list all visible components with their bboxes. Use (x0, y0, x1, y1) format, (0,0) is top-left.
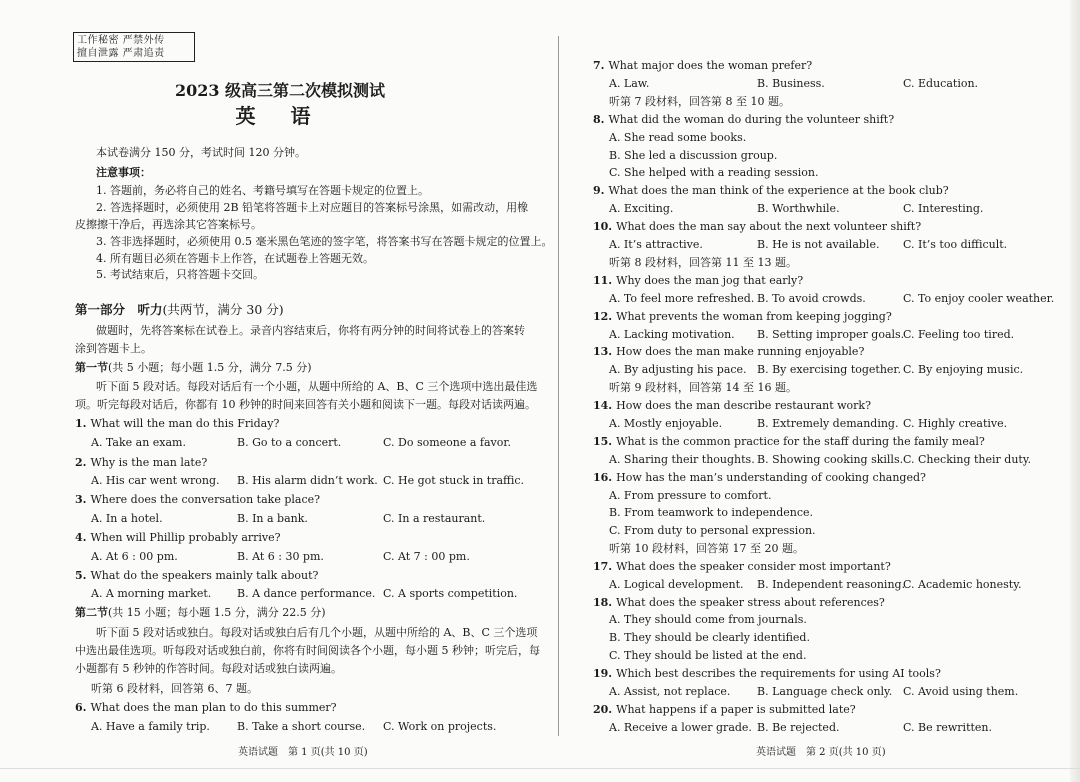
question-19-stem (593, 667, 941, 681)
question-19-option-a: A. Assist, not replace. (609, 685, 731, 698)
question-13-option-c: C. By enjoying music. (903, 363, 1024, 376)
section2-desc-line-3: 小题都有 5 秒钟的作答时间。每段对话或独白读两遍。 (75, 662, 342, 675)
question-18-stem (593, 596, 885, 610)
question-number: 5. (75, 569, 87, 582)
question-6-stem (75, 701, 337, 715)
question-5-option-b: B. A dance performance. (237, 587, 376, 600)
question-13-option-b: B. By exercising together. (757, 363, 901, 376)
question-number: 19. (593, 667, 613, 680)
question-2-option-a: A. His car went wrong. (91, 474, 220, 487)
question-number: 16. (593, 471, 613, 484)
question-number: 15. (593, 435, 613, 448)
question-4-stem (75, 531, 281, 545)
question-17-option-a: A. Logical development. (609, 578, 744, 591)
listen-material-10: 听第 10 段材料，回答第 17 至 20 题。 (609, 542, 804, 555)
listen-material-8: 听第 8 段材料，回答第 11 至 13 题。 (609, 256, 797, 269)
question-5-stem (75, 569, 318, 583)
question-14-option-c: C. Highly creative. (903, 417, 1008, 430)
question-4-option-a: A. At 6 : 00 pm. (91, 550, 178, 563)
part1-heading (75, 303, 284, 317)
question-3-option-c: C. In a restaurant. (383, 512, 486, 525)
question-6-option-c: C. Work on projects. (383, 720, 497, 733)
question-4-option-b: B. At 6 : 30 pm. (237, 550, 324, 563)
question-15-stem (593, 435, 985, 449)
question-14-option-a: A. Mostly enjoyable. (609, 417, 723, 430)
section2-note: (共 15 小题；每小题 1.5 分，满分 22.5 分) (108, 606, 326, 619)
question-16-option-a: A. From pressure to comfort. (609, 489, 772, 502)
question-number: 12. (593, 310, 613, 323)
question-text: How does the man describe restaurant work? (616, 399, 871, 412)
listen-material-6: 听第 6 段材料，回答第 6、7 题。 (91, 682, 258, 695)
question-9-option-c: C. Interesting. (903, 202, 984, 215)
section1-note: (共 5 小题；每小题 1.5 分，满分 7.5 分) (108, 361, 312, 374)
section2-desc-line-2: 中选出最佳选项。听每段对话或独白前，你将有时间阅读各个小题，每小题 5 秒钟；听完后，每 (75, 644, 540, 657)
question-7-option-a: A. Law. (609, 77, 650, 90)
question-5-option-a: A. A morning market. (91, 587, 212, 600)
note-1: 1. 答题前，务必将自己的姓名、考籍号填写在答题卡规定的位置上。 (96, 184, 429, 197)
note-5: 5. 考试结束后，只将答题卡交回。 (96, 268, 264, 281)
section2-title: 第二节 (75, 606, 108, 619)
question-number: 3. (75, 493, 87, 506)
question-2-option-c: C. He got stuck in traffic. (383, 474, 524, 487)
right-page (560, 0, 1080, 782)
question-number: 1. (75, 417, 87, 430)
question-12-option-c: C. Feeling too tired. (903, 328, 1015, 341)
part1-title: 第一部分 听力 (75, 302, 163, 317)
question-text: What does the man say about the next volunteer shift? (616, 220, 922, 233)
question-14-stem (593, 399, 871, 413)
listen-material-7: 听第 7 段材料，回答第 8 至 10 题。 (609, 95, 790, 108)
question-number: 7. (593, 59, 605, 72)
section1-title: 第一节 (75, 361, 108, 374)
page-footer-left: 英语试题 第 1 页(共 10 页) (238, 747, 368, 758)
question-15-option-b: B. Showing cooking skills. (757, 453, 904, 466)
question-text: How does the man make running enjoyable? (616, 345, 865, 358)
question-11-stem (593, 274, 803, 288)
question-text: How has the man’s understanding of cooking changed? (616, 471, 926, 484)
section1-desc-line-1: 听下面 5 段对话。每段对话后有一个小题，从题中所给的 A、B、C 三个选项中选出最佳选 (96, 380, 538, 393)
question-2-option-b: B. His alarm didn’t work. (237, 474, 378, 487)
question-1-option-c: C. Do someone a favor. (383, 436, 511, 449)
note-2-line-2: 皮擦擦干净后，再选涂其它答案标号。 (75, 218, 262, 231)
question-17-option-b: B. Independent reasoning. (757, 578, 906, 591)
question-1-stem (75, 417, 279, 431)
question-9-option-a: A. Exciting. (609, 202, 674, 215)
question-1-option-a: A. Take an exam. (91, 436, 186, 449)
page-footer-right: 英语试题 第 2 页(共 10 页) (756, 747, 886, 758)
question-text: What does the speaker stress about references? (616, 596, 885, 609)
question-11-option-a: A. To feel more refreshed. (609, 292, 755, 305)
question-3-stem (75, 493, 320, 507)
part1-note: (共两节，满分 30 分) (162, 302, 284, 317)
question-10-option-c: C. It’s too difficult. (903, 238, 1008, 251)
stamp-line-2: 擅自泄露 严肃追责 (77, 48, 165, 59)
question-number: 18. (593, 596, 613, 609)
notes-title: 注意事项： (96, 166, 151, 179)
question-15-option-a: A. Sharing their thoughts. (609, 453, 755, 466)
question-16-option-b: B. From teamwork to independence. (609, 506, 814, 519)
question-2-stem (75, 456, 207, 470)
question-17-stem (593, 560, 891, 574)
question-6-option-b: B. Take a short course. (237, 720, 366, 733)
question-text: What happens if a paper is submitted late? (616, 703, 856, 716)
question-19-option-b: B. Language check only. (757, 685, 893, 698)
question-11-option-b: B. To avoid crowds. (757, 292, 866, 305)
question-16-option-c: C. From duty to personal expression. (609, 524, 816, 537)
stamp-line-1: 工作秘密 严禁外传 (77, 35, 165, 46)
question-number: 9. (593, 184, 605, 197)
question-11-option-c: C. To enjoy cooler weather. (903, 292, 1055, 305)
question-3-option-a: A. In a hotel. (91, 512, 163, 525)
question-number: 10. (593, 220, 613, 233)
question-18-option-a: A. They should come from journals. (609, 613, 807, 626)
question-7-option-c: C. Education. (903, 77, 979, 90)
note-2-line-1: 2. 答选择题时，必须使用 2B 铅笔将答题卡上对应题目的答案标号涂黑，如需改动，用橡 (96, 201, 529, 214)
question-text: What do the speakers mainly talk about? (90, 569, 319, 582)
question-text: Where does the conversation take place? (90, 493, 321, 506)
question-number: 20. (593, 703, 613, 716)
question-20-option-c: C. Be rewritten. (903, 721, 992, 734)
exam-title: 2023 级高三第二次模拟测试 (174, 81, 386, 100)
question-8-stem (593, 113, 894, 127)
question-text: Why does the man jog that early? (616, 274, 804, 287)
question-13-option-a: A. By adjusting his pace. (609, 363, 747, 376)
question-8-option-c: C. She helped with a reading session. (609, 166, 819, 179)
question-7-stem (593, 59, 812, 73)
question-text: What prevents the woman from keeping jogging? (616, 310, 892, 323)
question-text: What does the man plan to do this summer? (90, 701, 337, 714)
question-number: 8. (593, 113, 605, 126)
question-12-option-b: B. Setting improper goals. (757, 328, 905, 341)
question-8-option-a: A. She read some books. (609, 131, 747, 144)
question-text: What did the woman do during the volunteer shift? (608, 113, 895, 126)
question-8-option-b: B. She led a discussion group. (609, 149, 778, 162)
section2-heading (75, 606, 326, 620)
question-14-option-b: B. Extremely demanding. (757, 417, 899, 430)
subject-title: 英 语 (235, 104, 325, 128)
question-9-option-b: B. Worthwhile. (757, 202, 840, 215)
question-1-option-b: B. Go to a concert. (237, 436, 342, 449)
question-10-stem (593, 220, 921, 234)
question-number: 14. (593, 399, 613, 412)
question-number: 17. (593, 560, 613, 573)
question-number: 11. (593, 274, 613, 287)
note-3: 3. 答非选择题时，必须使用 0.5 毫米黑色笔迹的签字笔，将答案书写在答题卡规定的位置上。 (96, 235, 553, 248)
question-3-option-b: B. In a bank. (237, 512, 308, 525)
section1-desc-line-2: 项。听完每段对话后，你都有 10 秒钟的时间来回答有关小题和阅读下一题。每段对话读两遍。 (75, 398, 536, 411)
question-6-option-a: A. Have a family trip. (91, 720, 210, 733)
question-number: 2. (75, 456, 87, 469)
question-number: 13. (593, 345, 613, 358)
question-18-option-c: C. They should be listed at the end. (609, 649, 807, 662)
question-16-stem (593, 471, 926, 485)
question-10-option-a: A. It’s attractive. (609, 238, 703, 251)
question-10-option-b: B. He is not available. (757, 238, 880, 251)
question-text: What does the speaker consider most important? (616, 560, 891, 573)
question-4-option-c: C. At 7 : 00 pm. (383, 550, 470, 563)
question-20-option-b: B. Be rejected. (757, 721, 840, 734)
question-20-stem (593, 703, 856, 717)
question-text: What is the common practice for the staff during the family meal? (616, 435, 985, 448)
question-12-stem (593, 310, 892, 324)
note-4: 4. 所有题目必须在答题卡上作答，在试题卷上答题无效。 (96, 252, 374, 265)
question-text: When will Phillip probably arrive? (90, 531, 281, 544)
question-12-option-a: A. Lacking motivation. (609, 328, 735, 341)
question-text: What will the man do this Friday? (90, 417, 280, 430)
part1-desc-line-2: 涂到答题卡上。 (75, 342, 152, 355)
question-text: What does the man think of the experience at the book club? (608, 184, 949, 197)
question-number: 6. (75, 701, 87, 714)
question-18-option-b: B. They should be clearly identified. (609, 631, 810, 644)
question-19-option-c: C. Avoid using them. (903, 685, 1019, 698)
listen-material-9: 听第 9 段材料，回答第 14 至 16 题。 (609, 381, 797, 394)
part1-desc-line-1: 做题时，先将答案标在试卷上。录音内容结束后，你将有两分钟的时间将试卷上的答案转 (96, 324, 525, 337)
question-text: Why is the man late? (90, 456, 208, 469)
question-number: 4. (75, 531, 87, 544)
section2-desc-line-1: 听下面 5 段对话或独白。每段对话或独白后有几个小题，从题中所给的 A、B、C 三个选项 (96, 626, 538, 639)
confidential-stamp (73, 32, 195, 62)
question-20-option-a: A. Receive a lower grade. (609, 721, 752, 734)
question-15-option-c: C. Checking their duty. (903, 453, 1032, 466)
question-5-option-c: C. A sports competition. (383, 587, 518, 600)
score-time: 本试卷满分 150 分，考试时间 120 分钟。 (96, 146, 306, 159)
question-13-stem (593, 345, 864, 359)
section1-heading (75, 361, 312, 375)
question-9-stem (593, 184, 949, 198)
question-text: Which best describes the requirements for using AI tools? (616, 667, 941, 680)
question-17-option-c: C. Academic honesty. (903, 578, 1022, 591)
question-7-option-b: B. Business. (757, 77, 825, 90)
question-text: What major does the woman prefer? (608, 59, 813, 72)
